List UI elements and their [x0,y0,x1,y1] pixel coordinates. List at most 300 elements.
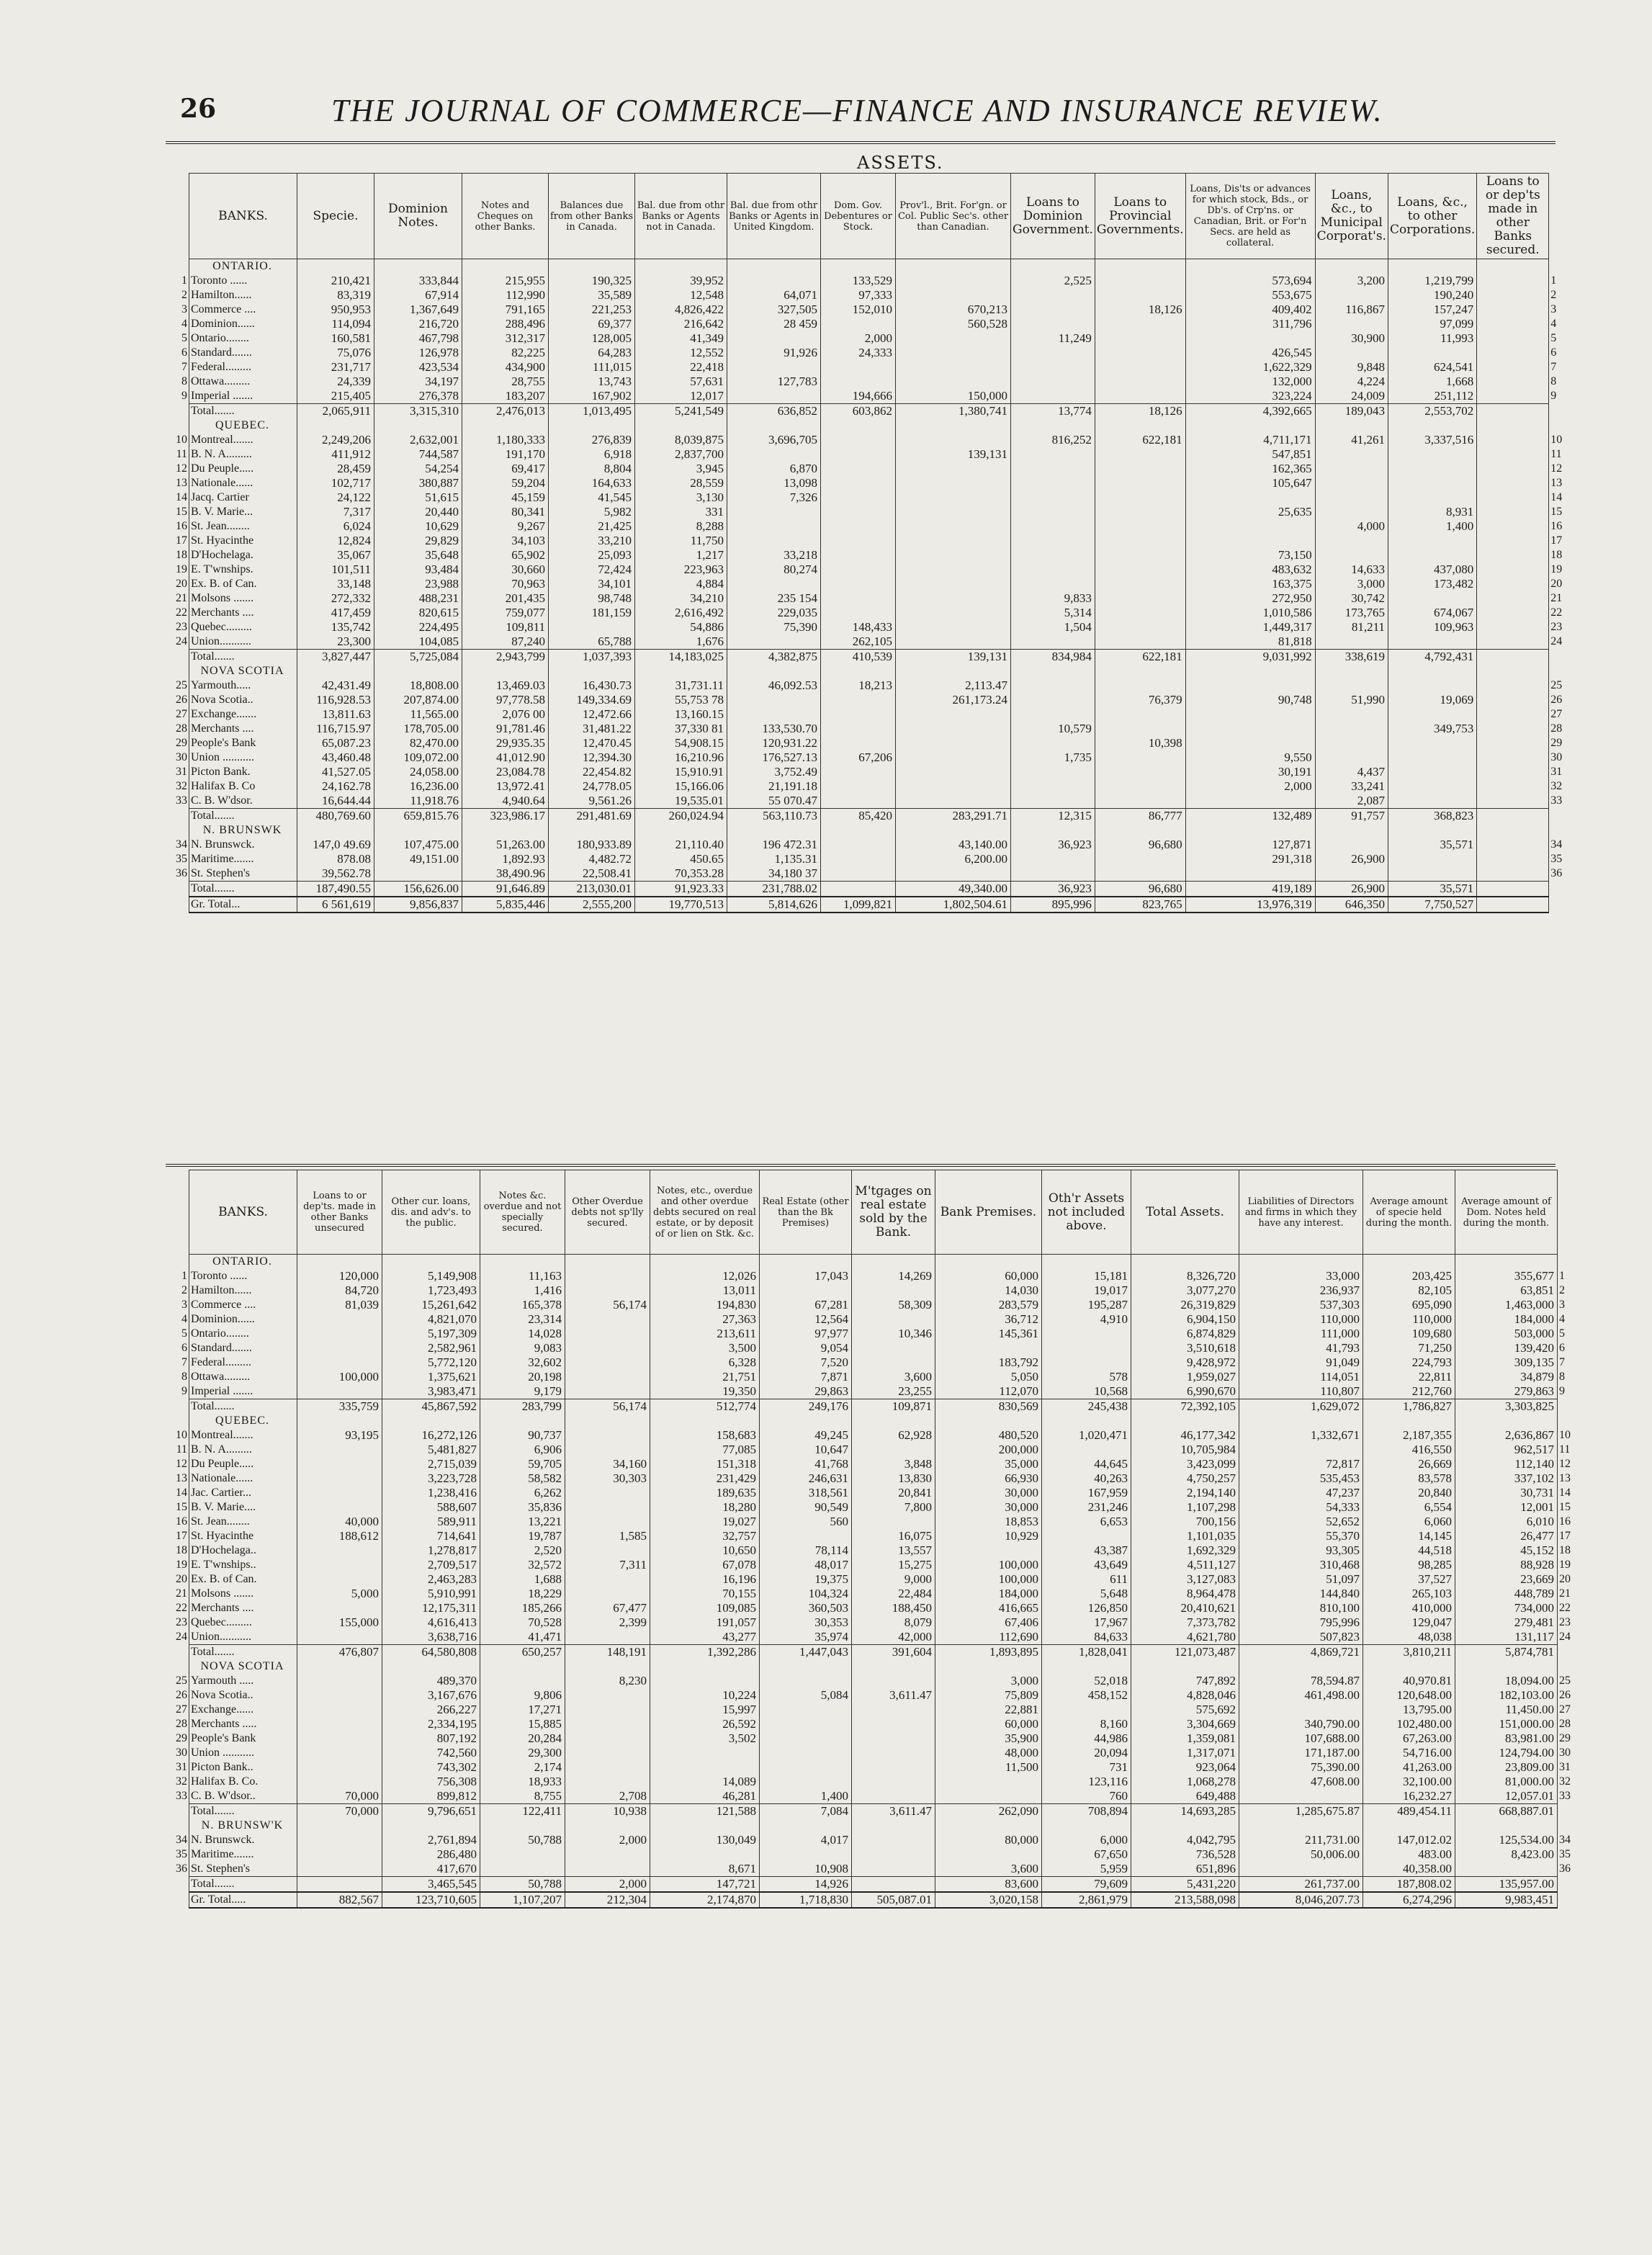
bank-name: B. V. Marie... [189,505,297,519]
value-cell: 5,314 [1011,606,1095,620]
value-cell [297,1862,382,1877]
column-header: Average amount of specie held during the month. [1363,1170,1455,1255]
value-cell: 12,548 [635,288,727,302]
total-cell [1477,809,1549,824]
value-cell: 15,181 [1042,1269,1131,1283]
grand-total-cell: 2,555,200 [549,897,635,913]
value-cell: 35,648 [374,548,462,562]
column-header: Balances due from other Banks in Canada. [549,174,635,259]
row-number-right: 14 [1550,491,1563,503]
value-cell: 743,302 [382,1760,480,1775]
table-row [167,1775,1579,1789]
empty-cell [1363,1659,1455,1674]
row-number-right: 22 [1559,1602,1571,1614]
value-cell: 35,000 [935,1457,1042,1471]
row-number-right: 4 [1559,1313,1565,1325]
value-cell [727,360,821,375]
total-label: Total....... [189,1399,297,1415]
value-cell: 1,217 [635,548,727,562]
value-cell: 76,379 [1095,693,1185,707]
bank-name: Federal......... [189,1355,297,1370]
grand-total-cell: 9,983,451 [1455,1892,1558,1908]
row-index [1549,823,1571,838]
bank-name: Halifax B. Co. [189,1775,297,1789]
total-cell: 189,043 [1315,404,1388,419]
value-cell: 91,926 [727,346,821,360]
grand-total-cell: 5,814,626 [727,897,821,913]
value-cell: 112,990 [462,288,549,302]
grand-total-cell: 1,099,821 [821,897,896,913]
value-cell: 11,450.00 [1455,1703,1558,1717]
value-cell: 70,155 [650,1587,760,1601]
total-cell: 480,769.60 [297,809,374,824]
column-header: Loans to or dep'ts made in other Banks secured. [1477,174,1549,259]
empty-cell [1455,1414,1558,1428]
value-cell: 91,781.46 [462,722,549,736]
empty-cell [1095,418,1185,433]
value-cell: 100,000 [935,1558,1042,1572]
column-header: Notes &c. overdue and not specially secured. [480,1170,565,1255]
row-number-right: 14 [1559,1487,1571,1499]
table-row [167,1717,1579,1731]
total-cell: 1,447,043 [760,1645,852,1660]
total-cell: 109,871 [852,1399,935,1415]
value-cell: 18,126 [1095,302,1185,317]
bank-name: Maritime....... [189,1847,297,1862]
value-cell: 18,213 [821,678,896,693]
value-cell [1095,635,1185,650]
header-spacer [167,174,189,259]
row-number: 27 [176,708,187,720]
value-cell: 41,263.00 [1363,1760,1455,1775]
row-number: 13 [176,1472,187,1484]
table-row [167,389,1571,404]
value-cell [896,288,1011,302]
value-cell: 8,931 [1388,505,1476,519]
value-cell: 6,024 [297,519,374,534]
value-cell [1315,462,1388,476]
value-cell [297,1341,382,1355]
total-cell: 260,024.94 [635,809,727,824]
value-cell [821,548,896,562]
value-cell: 4,828,046 [1131,1688,1239,1703]
total-cell: 14,183,025 [635,650,727,665]
value-cell: 5,648 [1042,1587,1131,1601]
value-cell: 50,788 [480,1833,565,1847]
column-header: M'tgages on real estate sold by the Bank. [852,1170,935,1255]
row-number: 1 [181,1270,187,1282]
row-index [1558,1659,1579,1674]
value-cell: 63,851 [1455,1283,1558,1298]
value-cell: 3,500 [650,1341,760,1355]
value-cell: 450.65 [635,852,727,866]
value-cell: 4,750,257 [1131,1471,1239,1486]
bank-name: Molsons ....... [189,591,297,606]
total-cell: 96,680 [1095,882,1185,897]
value-cell: 59,705 [480,1457,565,1471]
empty-cell [549,823,635,838]
value-cell: 11,750 [635,534,727,548]
value-cell [1042,1703,1131,1717]
value-cell: 21,751 [650,1370,760,1384]
value-cell: 13,830 [852,1471,935,1486]
row-number-right: 15 [1550,506,1563,518]
bank-name: Nova Scotia.. [189,1688,297,1703]
value-cell: 51,615 [374,490,462,505]
header-rule [166,141,1556,144]
empty-cell [549,664,635,678]
value-cell: 30,900 [1315,331,1388,346]
value-cell [1095,274,1185,288]
value-cell: 54,254 [374,462,462,476]
value-cell [760,1717,852,1731]
value-cell [565,1486,650,1500]
bank-name: Ontario........ [189,331,297,346]
total-cell: 135,957.00 [1455,1877,1558,1893]
value-cell: 34,103 [462,534,549,548]
value-cell: 151,000.00 [1455,1717,1558,1731]
value-cell [480,1674,565,1688]
table-row [167,1312,1579,1327]
empty-cell [935,1255,1042,1270]
total-cell: 85,420 [821,809,896,824]
value-cell: 51,097 [1239,1572,1363,1587]
empty-cell [1388,259,1476,274]
value-cell: 80,341 [462,505,549,519]
empty-cell [480,1414,565,1428]
value-cell: 589,911 [382,1515,480,1529]
row-number: 23 [176,1616,187,1628]
column-header: Total Assets. [1131,1170,1239,1255]
value-cell: 80,274 [727,562,821,577]
value-cell: 6,906 [480,1443,565,1457]
value-cell [896,750,1011,765]
value-cell [821,693,896,707]
value-cell: 190,240 [1388,288,1476,302]
assets-table-2 [167,1170,1579,1909]
value-cell [1477,722,1549,736]
value-cell: 46,281 [650,1789,760,1804]
value-cell [1095,548,1185,562]
row-index [1549,882,1571,897]
table-row [167,1500,1579,1515]
value-cell: 51,990 [1315,693,1388,707]
value-cell [821,866,896,882]
value-cell: 13,743 [549,375,635,389]
value-cell: 26,669 [1363,1457,1455,1471]
value-cell: 1,416 [480,1283,565,1298]
value-cell: 212,760 [1363,1384,1455,1399]
value-cell: 165,378 [480,1298,565,1312]
row-number: 15 [176,1501,187,1513]
value-cell: 184,000 [935,1587,1042,1601]
column-header: Oth'r Assets not included above. [1042,1170,1131,1255]
row-number: 25 [176,679,187,691]
total-cell: 147,721 [650,1877,760,1893]
value-cell [821,765,896,779]
value-cell: 1,180,333 [462,433,549,447]
value-cell: 380,887 [374,476,462,490]
value-cell: 22,484 [852,1587,935,1601]
value-cell [1388,678,1476,693]
value-cell [565,1847,650,1862]
value-cell: 35,836 [480,1500,565,1515]
column-header: Bal. due from othr Banks or Agents in United Kingdom. [727,174,821,259]
row-number-right: 4 [1550,318,1557,330]
bank-name: Nova Scotia.. [189,693,297,707]
table-row [167,1862,1579,1877]
value-cell: 195,287 [1042,1298,1131,1312]
value-cell: 145,361 [935,1327,1042,1341]
value-cell: 6,870 [727,462,821,476]
table-row [167,462,1571,476]
table-row [167,534,1571,548]
value-cell: 41,793 [1239,1341,1363,1355]
bank-name: Standard....... [189,1341,297,1355]
value-cell: 25,093 [549,548,635,562]
empty-cell [565,1659,650,1674]
value-cell: 19,069 [1388,693,1476,707]
value-cell [565,1746,650,1760]
value-cell: 231,717 [297,360,374,375]
table-row [167,1471,1579,1486]
value-cell: 13,221 [480,1515,565,1529]
row-number: 18 [176,1544,187,1556]
table-row [167,620,1571,635]
value-cell: 15,910.91 [635,765,727,779]
header-row [167,1170,1579,1255]
empty-cell [549,418,635,433]
value-cell: 24,339 [297,375,374,389]
value-cell: 2,837,700 [635,447,727,462]
value-cell: 38,490.96 [462,866,549,882]
empty-cell [935,1659,1042,1674]
table-row [167,433,1571,447]
value-cell [1477,591,1549,606]
row-number: 29 [176,737,187,749]
group-total-row [167,650,1571,665]
row-number-right: 36 [1559,1862,1571,1875]
value-cell: 41,261 [1315,433,1388,447]
column-header: Loans to Provincial Governments. [1095,174,1185,259]
value-cell: 950,953 [297,302,374,317]
bank-name: Union........... [189,635,297,650]
row-number-right: 10 [1559,1429,1571,1441]
value-cell: 46,177,342 [1131,1428,1239,1443]
bank-name: Maritime....... [189,852,297,866]
value-cell: 97,977 [760,1327,852,1341]
value-cell [650,1847,760,1862]
value-cell: 10,398 [1095,736,1185,750]
table-row [167,1847,1579,1862]
value-cell [1388,765,1476,779]
value-cell: 4,000 [1315,519,1388,534]
row-index [1549,664,1571,678]
value-cell: 93,305 [1239,1543,1363,1558]
value-cell [760,1283,852,1298]
value-cell [1095,331,1185,346]
value-cell: 58,582 [480,1471,565,1486]
value-cell [1095,852,1185,866]
value-cell: 70,000 [297,1789,382,1804]
value-cell: 651,896 [1131,1862,1239,1877]
bank-name: Exchange....... [189,707,297,722]
value-cell [297,1384,382,1399]
value-cell [1095,462,1185,476]
grand-total-row [167,1892,1579,1908]
value-cell: 13,469.03 [462,678,549,693]
value-cell: 41,471 [480,1630,565,1645]
value-cell: 207,874.00 [374,693,462,707]
value-cell [565,1775,650,1789]
value-cell: 23,300 [297,635,374,650]
value-cell [821,722,896,736]
total-cell: 1,380,741 [896,404,1011,419]
empty-cell [727,823,821,838]
value-cell: 75,390.00 [1239,1760,1363,1775]
value-cell: 66,930 [935,1471,1042,1486]
value-cell: 261,173.24 [896,693,1011,707]
group-total-row [167,1399,1579,1415]
value-cell [727,534,821,548]
row-number: 33 [176,794,187,807]
total-cell: 249,176 [760,1399,852,1415]
bank-name: Montreal....... [189,433,297,447]
value-cell: 272,332 [297,591,374,606]
total-cell: 70,000 [297,1804,382,1819]
value-cell: 9,561.26 [549,794,635,809]
empty-cell [852,1255,935,1270]
total-cell: 4,382,875 [727,650,821,665]
value-cell: 116,715.97 [297,722,374,736]
empty-cell [1239,1255,1363,1270]
value-cell: 18,229 [480,1587,565,1601]
bank-name: D'Hochelaga. [189,548,297,562]
value-cell [1477,794,1549,809]
value-cell: 128,005 [549,331,635,346]
row-number-right: 30 [1550,751,1563,763]
row-index [167,1255,189,1270]
value-cell [727,635,821,650]
value-cell [821,462,896,476]
empty-cell [382,1819,480,1833]
total-cell: 708,894 [1042,1804,1131,1819]
bank-name: E. T'wnships. [189,562,297,577]
value-cell: 67,477 [565,1601,650,1615]
value-cell: 5,910,991 [382,1587,480,1601]
value-cell: 2,399 [565,1615,650,1630]
value-cell: 60,000 [935,1717,1042,1731]
value-cell [1095,620,1185,635]
value-cell: 44,645 [1042,1457,1131,1471]
grand-total-cell: 7,750,527 [1388,897,1476,913]
value-cell [1185,519,1315,534]
value-cell: 6,262 [480,1486,565,1500]
value-cell: 35,900 [935,1731,1042,1746]
value-cell: 64,071 [727,288,821,302]
total-cell: 3,303,825 [1455,1399,1558,1415]
empty-cell [297,259,374,274]
total-cell: 132,489 [1185,809,1315,824]
value-cell: 173,482 [1388,577,1476,591]
total-cell: 245,438 [1042,1399,1131,1415]
value-cell: 6,554 [1363,1500,1455,1515]
value-cell: 2,520 [480,1543,565,1558]
empty-cell [1315,664,1388,678]
value-cell: 130,049 [650,1833,760,1847]
group-header-row [167,259,1571,274]
table-row [167,1760,1579,1775]
value-cell [1477,562,1549,577]
table-row [167,1298,1579,1312]
value-cell: 51,263.00 [462,838,549,852]
table-row [167,852,1571,866]
value-cell [760,1731,852,1746]
grand-total-cell: 1,802,504.61 [896,897,1011,913]
value-cell: 1,463,000 [1455,1298,1558,1312]
empty-cell [1042,1659,1131,1674]
value-cell: 29,300 [480,1746,565,1760]
row-number: 1 [181,274,187,287]
value-cell [297,1703,382,1717]
empty-cell [1185,259,1315,274]
row-number: 34 [176,838,187,851]
total-cell: 45,867,592 [382,1399,480,1415]
row-number-right: 6 [1550,346,1557,359]
empty-cell [480,1255,565,1270]
table-row [167,1746,1579,1760]
value-cell: 40,000 [297,1515,382,1529]
value-cell: 423,534 [374,360,462,375]
value-cell: 3,000 [935,1674,1042,1688]
value-cell: 100,000 [297,1370,382,1384]
value-cell: 104,085 [374,635,462,650]
header-spacer [1558,1170,1579,1255]
row-number-right: 7 [1559,1356,1565,1368]
value-cell [297,1355,382,1370]
row-number-right: 23 [1550,621,1563,633]
value-cell: 97,333 [821,288,896,302]
value-cell: 147,012.02 [1363,1833,1455,1847]
row-number: 27 [176,1703,187,1716]
total-cell: 1,392,286 [650,1645,760,1660]
empty-cell [1011,259,1095,274]
value-cell [1011,476,1095,490]
empty-cell [1477,418,1549,433]
table-row [167,1572,1579,1587]
value-cell: 12,552 [635,346,727,360]
group-total-row [167,809,1571,824]
value-cell: 40,358.00 [1363,1862,1455,1877]
row-number: 14 [176,1487,187,1499]
grand-total-cell: 19,770,513 [635,897,727,913]
value-cell: 45,159 [462,490,549,505]
value-cell [821,505,896,519]
table-row [167,722,1571,736]
total-cell: 49,340.00 [896,882,1011,897]
value-cell: 30,000 [935,1486,1042,1500]
value-cell: 17,271 [480,1703,565,1717]
bank-name: Jac. Cartier... [189,1486,297,1500]
value-cell [1315,866,1388,882]
value-cell: 190,325 [549,274,635,288]
row-number-right: 33 [1550,794,1563,807]
value-cell: 9,083 [480,1341,565,1355]
value-cell: 88,928 [1455,1558,1558,1572]
value-cell: 125,534.00 [1455,1833,1558,1847]
value-cell: 10,705,984 [1131,1443,1239,1457]
value-cell: 1,688 [480,1572,565,1587]
